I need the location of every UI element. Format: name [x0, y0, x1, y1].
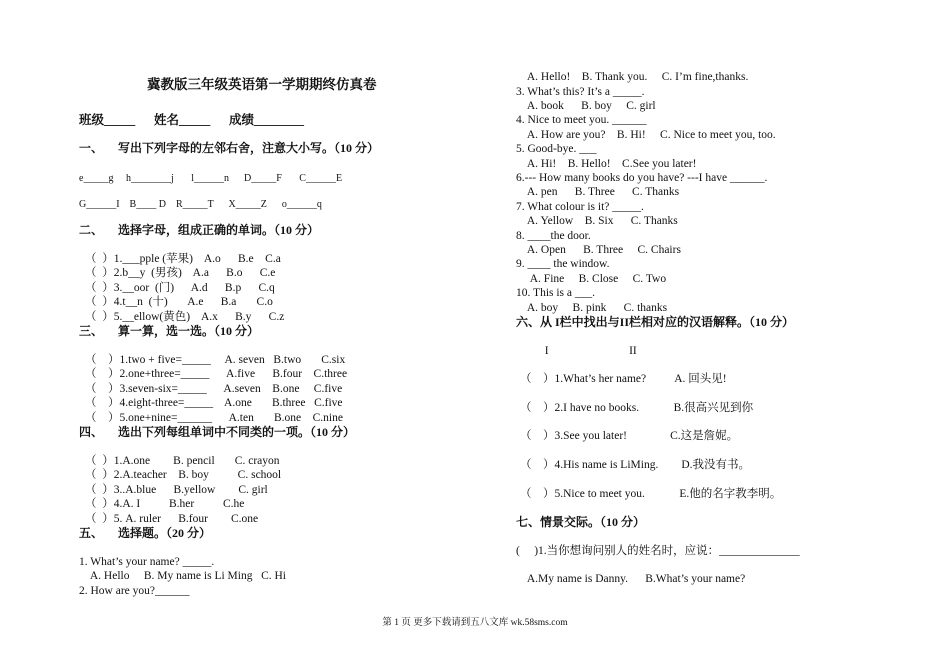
- list-item: （ ）2.I have no books. B.很高兴见到你: [520, 402, 754, 414]
- section-7-title: 七、情景交际。（10 分）: [516, 515, 646, 529]
- section-1-row-2: G______I B____ D R_____T X_____Z o______q: [79, 199, 322, 210]
- list-item: （ ）1.A.one B. pencil C. crayon: [85, 455, 280, 467]
- list-item: A. pen B. Three C. Thanks: [516, 186, 680, 198]
- section-5-title: 五、 选择题。（20 分）: [79, 526, 212, 540]
- page-footer: 第 1 页 更多下载请到五八文库 wk.58sms.com: [382, 618, 568, 628]
- list-item: A. boy B. pink C. thanks: [516, 302, 668, 314]
- list-item: 9. ____ the window.: [516, 258, 610, 270]
- question-2: 2. How are you?______: [79, 585, 190, 597]
- section-3-title: 三、 算一算，选一选。（10 分）: [79, 324, 260, 338]
- section-6-title: 六、从 I栏中找出与II栏相对应的汉语解释。（10 分）: [516, 315, 795, 329]
- section-2-title: 二、 选择字母，组成正确的单词。（10 分）: [79, 223, 320, 237]
- list-item: （ ）5.one+nine=______ A.ten B.one C.nine: [85, 412, 343, 424]
- student-info-line: 班级_____ 姓名_____ 成绩________: [79, 113, 305, 127]
- list-item: A. Hello! B. Thank you. C. I’m fine,thanks.: [516, 71, 749, 83]
- section-1-title: 一、 写出下列字母的左邻右舍，注意大小写。（10 分）: [79, 141, 380, 155]
- question-1: 1. What’s your name? _____.: [79, 556, 215, 568]
- list-item: （ ）1.___pple (苹果) A.o B.e C.a: [85, 253, 281, 265]
- list-item: （ ）2.A.teacher B. boy C. school: [85, 469, 282, 481]
- list-item: A. How are you? B. Hi! C. Nice to meet you, too.: [516, 129, 776, 141]
- list-item: 4. Nice to meet you. ______: [516, 114, 647, 126]
- section-1-row-1: e_____g h________j l______n D_____F C______E: [79, 173, 343, 184]
- list-item: 3. What’s this? It’s a _____.: [516, 86, 645, 98]
- list-item: A. Hi! B. Hello! C.See you later!: [516, 158, 697, 170]
- list-item: （ ）4.t__n (十) A.e B.a C.o: [85, 296, 273, 308]
- list-item: A. Yellow B. Six C. Thanks: [516, 215, 678, 227]
- list-item: （ ）3.seven-six=_____ A.seven B.one C.five: [85, 383, 343, 395]
- section-7-question-1: ( )1.当你想询问别人的姓名时，应说：______________: [516, 545, 800, 557]
- list-item: （ ）1.What’s her name? A. 回头见!: [520, 373, 727, 385]
- list-item: （ ）2.b__y (男孩) A.a B.o C.e: [85, 267, 276, 279]
- list-item: （ ）4.A. I B.her C.he: [85, 498, 245, 510]
- list-item: （ ）5.Nice to meet you. E.他的名字教李明。: [520, 488, 782, 500]
- list-item: A. Fine B. Close C. Two: [516, 273, 667, 285]
- section-4-title: 四、 选出下列每组单词中不同类的一项。（10 分）: [79, 425, 356, 439]
- list-item: （ ）5. A. ruler B.four C.one: [85, 513, 259, 525]
- list-item: 5. Good-bye. ___: [516, 143, 597, 155]
- list-item: 7. What colour is it? _____.: [516, 201, 644, 213]
- question-1-options: A. Hello B. My name is Li Ming C. Hi: [79, 570, 286, 582]
- list-item: （ ）4.His name is LiMing. D.我没有书。: [520, 459, 750, 471]
- list-item: （ ）4.eight-three=_____ A.one B.three C.five: [85, 397, 343, 409]
- list-item: （ ）5.__ellow(黄色) A.x B.y C.z: [85, 311, 285, 323]
- list-item: （ ）3..A.blue B.yellow C. girl: [85, 484, 268, 496]
- list-item: 6.--- How many books do you have? ---I have ______.: [516, 172, 768, 184]
- page-title: 冀教版三年级英语第一学期期终仿真卷: [147, 77, 377, 92]
- list-item: （ ）2.one+three=_____ A.five B.four C.three: [85, 368, 348, 380]
- list-item: A. book B. boy C. girl: [516, 100, 656, 112]
- list-item: A. Open B. Three C. Chairs: [516, 244, 681, 256]
- section-6-column-headers: I II: [516, 345, 637, 357]
- section-7-question-1-options: A.My name is Danny. B.What’s your name?: [516, 573, 746, 585]
- list-item: （ ）3.__oor (门) A.d B.p C.q: [85, 282, 275, 294]
- list-item: （ ）1.two + five=_____ A. seven B.two C.six: [85, 354, 346, 366]
- list-item: 8. ____the door.: [516, 230, 591, 242]
- list-item: 10. This is a ___.: [516, 287, 596, 299]
- list-item: （ ）3.See you later! C.这是詹妮。: [520, 430, 739, 442]
